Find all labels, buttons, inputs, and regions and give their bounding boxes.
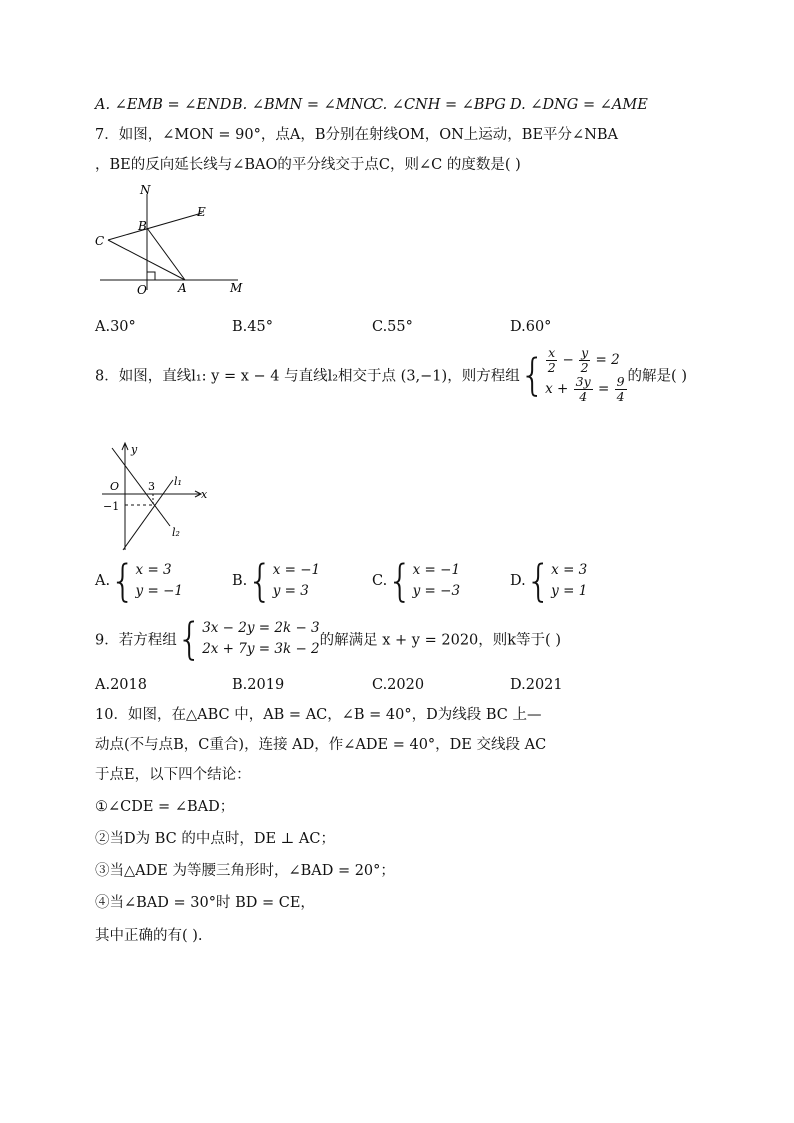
q9-option-b: B.2019: [232, 677, 285, 693]
label-N: N: [140, 183, 151, 197]
q7-figure: [90, 180, 260, 305]
q8-eq1: [545, 346, 627, 375]
label-three: 3: [148, 480, 155, 493]
q7-option-b: B.45°: [232, 319, 273, 335]
q8-eq2: [545, 375, 627, 404]
label-l2: l₂: [172, 526, 180, 539]
label-origin: O: [110, 480, 120, 493]
q9-text-prefix: 9．若方程组: [95, 632, 177, 649]
label-x: x: [201, 488, 208, 501]
q8-eq2-frac-a: $\frac{3y}{4}$: [575, 374, 591, 404]
q10-text-line3: 于点E，以下四个结论：: [95, 767, 251, 783]
q9-option-a: A.2018: [95, 677, 147, 693]
label-y: y: [131, 443, 138, 456]
q10-conclusion-2: ②当D为 BC 的中点时，DE ⊥ AC；: [95, 831, 335, 847]
label-C: C: [95, 234, 105, 248]
q6-option-d: D. ∠DNG = ∠AME: [510, 97, 648, 113]
q8-eq1-op: −: [562, 352, 574, 368]
q7-text-line1: 7．如图，∠MON = 90°，点A，B分别在射线OM，ON上运动，BE平分∠NBA: [95, 127, 619, 143]
q10-text-line2: 动点(不与点B，C重合)，连接 AD，作∠ADE = 40°，DE 交线段 AC: [95, 737, 547, 753]
q9-eq2: 2x + 7y = 3k − 2: [202, 641, 320, 657]
q8-system: [545, 346, 627, 404]
q7-option-a: A.30°: [95, 319, 136, 335]
label-B: B: [138, 219, 147, 233]
q8-question: [95, 346, 687, 404]
q6-option-c: C. ∠CNH = ∠BPG: [372, 97, 506, 113]
q9-system-brace: {: [176, 613, 203, 665]
q8-eq2-frac-rhs: $\frac{9}{4}$: [616, 374, 625, 404]
label-M: M: [230, 281, 243, 295]
q9-option-c: C.2020: [372, 677, 425, 693]
line-l2: [112, 448, 170, 526]
label-neg1: −1: [103, 500, 120, 513]
q8-system-brace: {: [519, 349, 546, 401]
label-O: O: [137, 283, 147, 297]
q9-option-d: D.2021: [510, 677, 563, 693]
q8-option-d: D.{ x = 3 y = 1: [510, 555, 588, 607]
q8-option-c: C.{ x = −1 y = −3: [372, 555, 461, 607]
label-A: A: [178, 281, 187, 295]
q10-conclusion-4: ④当∠BAD = 30°时 BD = CE，: [95, 895, 315, 911]
q6-option-a: A. ∠EMB = ∠END: [95, 97, 232, 113]
right-angle-mark: [147, 272, 155, 280]
q8-eq2-lead: x +: [545, 381, 569, 397]
q8-eq1-rhs: = 2: [595, 352, 620, 368]
line-CE: [108, 213, 202, 240]
q9-system: [202, 618, 319, 660]
q10-text-line1: 10．如图，在△ABC 中，AB = AC，∠B = 40°，D为线段 BC 上—: [95, 707, 542, 723]
q10-ending: 其中正确的有( ).: [95, 928, 203, 944]
q8-figure: [98, 440, 213, 555]
q8-eq1-frac-a: $\frac{x}{2}$: [547, 345, 556, 375]
q6-option-b: B. ∠BMN = ∠MNC: [232, 97, 375, 113]
q7-text-line2: ，BE的反向延长线与∠BAO的平分线交于点C，则∠C 的度数是( ): [95, 157, 521, 173]
q7-option-c: C.55°: [372, 319, 413, 335]
q8-eq2-eq: =: [597, 381, 610, 397]
q8-eq1-frac-b: $\frac{y}{2}$: [580, 345, 589, 375]
q8-text-suffix: 的解是( ): [627, 368, 687, 385]
q9-eq1: 3x − 2y = 2k − 3: [202, 620, 320, 636]
q9-question: [95, 613, 561, 665]
q9-text-suffix: 的解满足 x + y = 2020，则k等于( ): [319, 632, 561, 649]
q10-conclusion-1: ①∠CDE = ∠BAD；: [95, 799, 235, 815]
q8-text-prefix: 8．如图，直线l₁: y = x − 4 与直线l₂相交于点 (3,−1)，则方程组: [95, 368, 520, 385]
q8-option-a: A.{ x = 3 y = −1: [95, 555, 183, 607]
label-E: E: [197, 205, 206, 219]
q7-option-d: D.60°: [510, 319, 552, 335]
q8-option-b: B.{ x = −1 y = 3: [232, 555, 321, 607]
label-l1: l₁: [174, 475, 182, 488]
q10-conclusion-3: ③当△ADE 为等腰三角形时，∠BAD = 20°；: [95, 863, 395, 879]
